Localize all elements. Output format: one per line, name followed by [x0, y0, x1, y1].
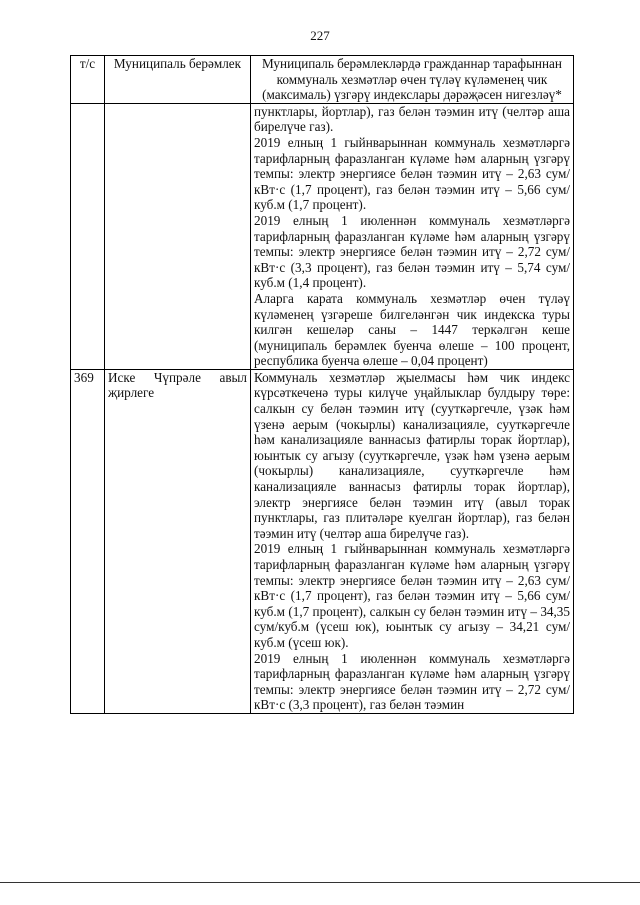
cell-municipality-empty — [105, 103, 251, 369]
paragraph: Коммуналь хезмәтләр җыелмасы һәм чик индекс күрсәткеченә туры килүче уңайлыклар булдыру төре: салкын су белән тәэмин итү (сууткәргечле, үзәк һәм үзенә аерым (чокырлы) канализацияле, сууткәргечле һәм канализацияле ваннасыз фатирлы торак йортлар), юынтык су агызу (сууткәргечле, үзәк һәм үзенә аерым (чокырлы) канализацияле, сууткәргечле һәм канализацияле ваннасыз фатирлы торак йортлар), электр энергиясе белән тәэмин итү (авыл торак пунктлары, газ плитәләре куелган йортлар), газ белән тәэмин итү (челтәр аша бирелүче газ). — [254, 369, 570, 541]
header-basis: Муниципаль берәмлекләрдә гражданнар тарафыннан коммуналь хезмәтләр өчен түләү күләменең чик (максималь) үзгәрү индекслары дәрәҗәсен нигезләү* — [251, 56, 574, 104]
paragraph: пунктлары, йортлар), газ белән тәэмин итү (челтәр аша бирелүче газ). — [254, 103, 570, 135]
paragraph: 2019 елның 1 июленнән коммуналь хезмәтләргә тарифларның фаразланган күләме һәм аларның үзгәрү темпы: электр энергиясе белән тәэмин итү – 2,72 сум/кВт·с (3,3 процент), газ белән тәэмин — [254, 650, 570, 713]
cell-municipality: Иске Чүпрәле авыл җирлеге — [105, 369, 251, 713]
cell-basis-continued — [251, 103, 574, 369]
header-municipality: Муниципаль берәмлек — [105, 56, 251, 104]
paragraph: 2019 елның 1 гыйнварыннан коммуналь хезмәтләргә тарифларның фаразланган күләме һәм аларның үзгәрү темпы: электр энергиясе белән тәэмин итү – 2,63 сум/кВт·с (1,7 процент), газ белән тәэмин итү – 5,66 сум/куб.м (1,7 процент), салкын су белән тәэмин итү – 34,35 сум/куб.м (үсеш юк), юынтык су агызу – 34,21 сум/куб.м (үсеш юк). — [254, 541, 570, 650]
paragraph: Аларга карата коммуналь хезмәтләр өчен түләү күләменең үзгәреше билгеләнгән чик индекска туры килгән кешеләр саны – 1447 теркәлгән кеше (муниципаль берәмлек буенча өлеше – 100 процент, республика буенча өлеше – 0,04 процент) — [254, 290, 570, 369]
cell-basis — [251, 369, 574, 713]
table-row-continued — [71, 103, 574, 369]
document-table — [70, 55, 574, 714]
table-row-369 — [71, 369, 574, 713]
table-header-row — [71, 56, 574, 104]
page-bottom-rule — [0, 882, 640, 883]
cell-number: 369 — [71, 369, 105, 713]
cell-number-empty — [71, 103, 105, 369]
page-number: 227 — [310, 28, 330, 43]
paragraph: 2019 елның 1 июленнән коммуналь хезмәтләргә тарифларның фаразланган күләме һәм аларның үзгәрү темпы: электр энергиясе белән тәэмин итү – 2,72 сум/кВт·с (3,3 процент), газ белән тәэмин итү – 5,74 сум/куб.м (1,4 процент). — [254, 212, 570, 291]
paragraph: 2019 елның 1 гыйнварыннан коммуналь хезмәтләргә тарифларның фаразланган күләме һәм аларның үзгәрү темпы: электр энергиясе белән тәэмин итү – 2,63 сум/кВт·с (1,7 процент), газ белән тәэмин итү – 5,66 сум/куб.м (1,7 процент). — [254, 134, 570, 213]
header-number: т/с — [71, 56, 105, 104]
